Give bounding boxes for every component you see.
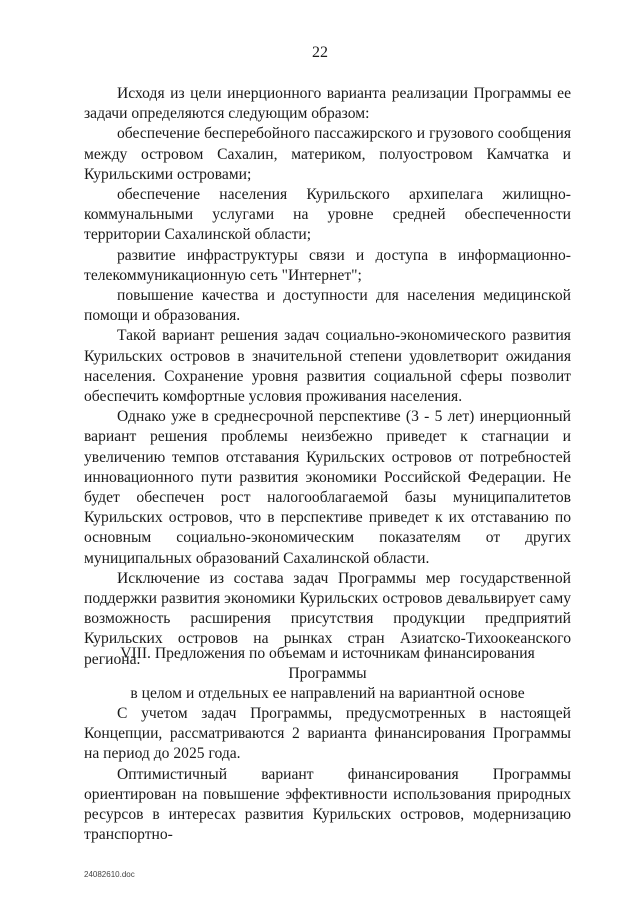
- paragraph: Исходя из цели инерционного варианта реализации Программы ее задачи определяются следующим образом:: [84, 85, 571, 123]
- body-text-before-heading: [84, 84, 571, 670]
- section-heading-line-2: в целом и отдельных ее направлений на вариантной основе: [130, 685, 525, 703]
- paragraph: обеспечение населения Курильского архипелага жилищно-коммунальными услугами на уровне средней обеспеченности территории Сахалинской области;: [84, 186, 571, 244]
- paragraph: Такой вариант решения задач социально-экономического развития Курильских островов в значительной степени удовлетворит ожидания населения. Сохранение уровня развития социальной сферы позволит обеспечить комфортные условия проживания населения.: [84, 327, 571, 406]
- body-text-after-heading: [84, 704, 571, 845]
- footer-filename: 24082610.doc: [84, 870, 135, 879]
- section-heading-line-1: VIII. Предложения по объемам и источникам финансирования Программы: [120, 645, 535, 683]
- paragraph: Однако уже в среднесрочной перспективе (3 - 5 лет) инерционный вариант решения проблемы неизбежно приведет к стагнации и увеличению темпов отставания Курильских островов от потребностей инновационного пути развития экономики Российской Федерации. Не будет обеспечен рост налогооблагаемой базы муниципалитетов Курильских островов, что в перспективе приведет к их отставанию по основным социально-экономическим показателям от других муниципальных образований Сахалинской области.: [84, 408, 571, 567]
- paragraph: развитие инфраструктуры связи и доступа в информационно-телекоммуникационную сеть "Интернет";: [84, 246, 571, 284]
- paragraph: Исключение из состава задач Программы мер государственной поддержки развития экономики Курильских островов девальвирует саму возможность расширения присутствия продукции предприятий Курильских островов на рынках стран Азиатско-Тихоокеанского региона.: [84, 569, 571, 668]
- paragraph: Оптимистичный вариант финансирования Программы ориентирован на повышение эффективности использования природных ресурсов в интересах развития Курильских островов, модернизацию транспортно-: [84, 765, 571, 844]
- page-number: 22: [312, 44, 328, 61]
- section-heading: [84, 644, 571, 705]
- paragraph: обеспечение бесперебойного пассажирского и грузового сообщения между островом Сахалин, материком, полуостровом Камчатка и Курильскими островами;: [84, 125, 571, 183]
- paragraph: С учетом задач Программы, предусмотренных в настоящей Концепции, рассматриваются 2 варианта финансирования Программы на период до 2025 года.: [84, 705, 571, 763]
- paragraph: повышение качества и доступности для населения медицинской помощи и образования.: [84, 287, 571, 325]
